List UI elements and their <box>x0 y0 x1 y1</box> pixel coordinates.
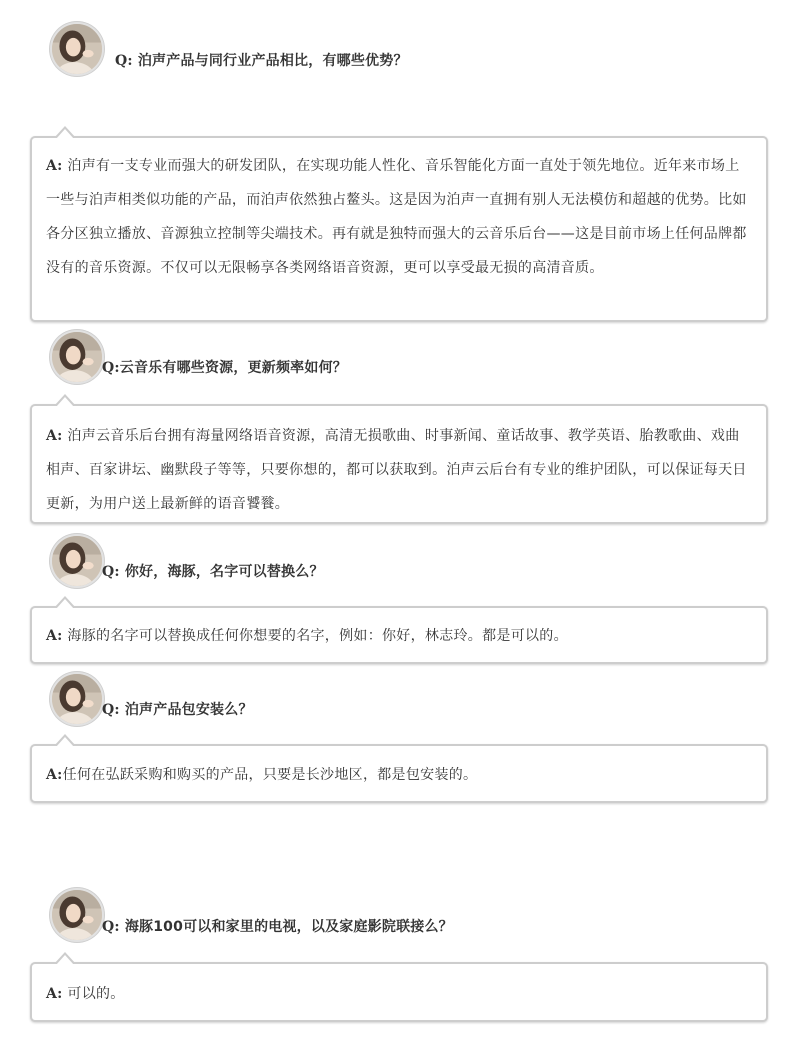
avatar-photo-icon <box>52 332 102 382</box>
question-text: 泊声产品包安装么？ <box>124 702 253 718</box>
avatar <box>50 534 104 588</box>
answer-box <box>30 744 768 803</box>
answer <box>46 149 752 285</box>
answer <box>46 758 752 792</box>
avatar-photo-icon <box>52 24 102 74</box>
answer-prefix: A: <box>46 158 63 174</box>
question <box>102 699 253 719</box>
avatar <box>50 330 104 384</box>
question-text: 你好，海豚，名字可以替换么？ <box>124 564 324 580</box>
answer-text: 海豚的名字可以替换成任何你想要的名字，例如：你好，林志玲。都是可以的。 <box>67 628 568 644</box>
answer-text: 可以的。 <box>67 986 125 1002</box>
question-prefix: Q: <box>102 564 120 580</box>
answer-prefix: A: <box>46 986 63 1002</box>
answer-text: 任何在弘跃采购和购买的产品，只要是长沙地区，都是包安装的。 <box>62 767 478 783</box>
avatar-photo-icon <box>52 674 102 724</box>
answer <box>46 977 752 1011</box>
avatar-photo-icon <box>52 536 102 586</box>
answer-box <box>30 136 768 322</box>
question-prefix: Q: <box>102 702 120 718</box>
question-text: 云音乐有哪些资源，更新频率如何？ <box>119 360 347 376</box>
answer-text: 泊声云音乐后台拥有海量网络语音资源，高清无损歌曲、时事新闻、童话故事、教学英语、胎教歌曲、戏曲相声、百家讲坛、幽默段子等等，只要你想的，都可以获取到。泊声云后台有专业的维护团队，可以保证每天日更新，为用户送上最新鲜的语音饕餮。 <box>46 428 747 512</box>
answer-box <box>30 404 768 524</box>
answer <box>46 619 752 653</box>
answer-text: 泊声有一支专业而强大的研发团队，在实现功能人性化、音乐智能化方面一直处于领先地位。近年来市场上一些与泊声相类似功能的产品，而泊声依然独占鳌头。这是因为泊声一直拥有别人无法模仿和超越的优势。比如各分区独立播放、音源独立控制等尖端技术。再有就是独特而强大的云音乐后台——这是目前市场上任何品牌都没有的音乐资源。不仅可以无限畅享各类网络语音资源，更可以享受最无损的高清音质。 <box>46 158 747 276</box>
question-prefix: Q: <box>102 360 120 376</box>
question <box>102 916 453 936</box>
question-prefix: Q: <box>115 53 133 69</box>
question <box>102 357 347 377</box>
answer-prefix: A: <box>46 628 63 644</box>
avatar <box>50 888 104 942</box>
answer-box <box>30 962 768 1022</box>
avatar <box>50 672 104 726</box>
answer-prefix: A: <box>46 767 63 783</box>
question-text: 海豚100可以和家里的电视，以及家庭影院联接么？ <box>124 919 453 935</box>
question-text: 泊声产品与同行业产品相比，有哪些优势？ <box>137 53 408 69</box>
question-prefix: Q: <box>102 919 120 935</box>
answer-prefix: A: <box>46 428 63 444</box>
answer-box <box>30 606 768 664</box>
avatar <box>50 22 104 76</box>
question <box>115 50 408 70</box>
question <box>102 561 324 581</box>
avatar-photo-icon <box>52 890 102 940</box>
answer <box>46 419 752 521</box>
